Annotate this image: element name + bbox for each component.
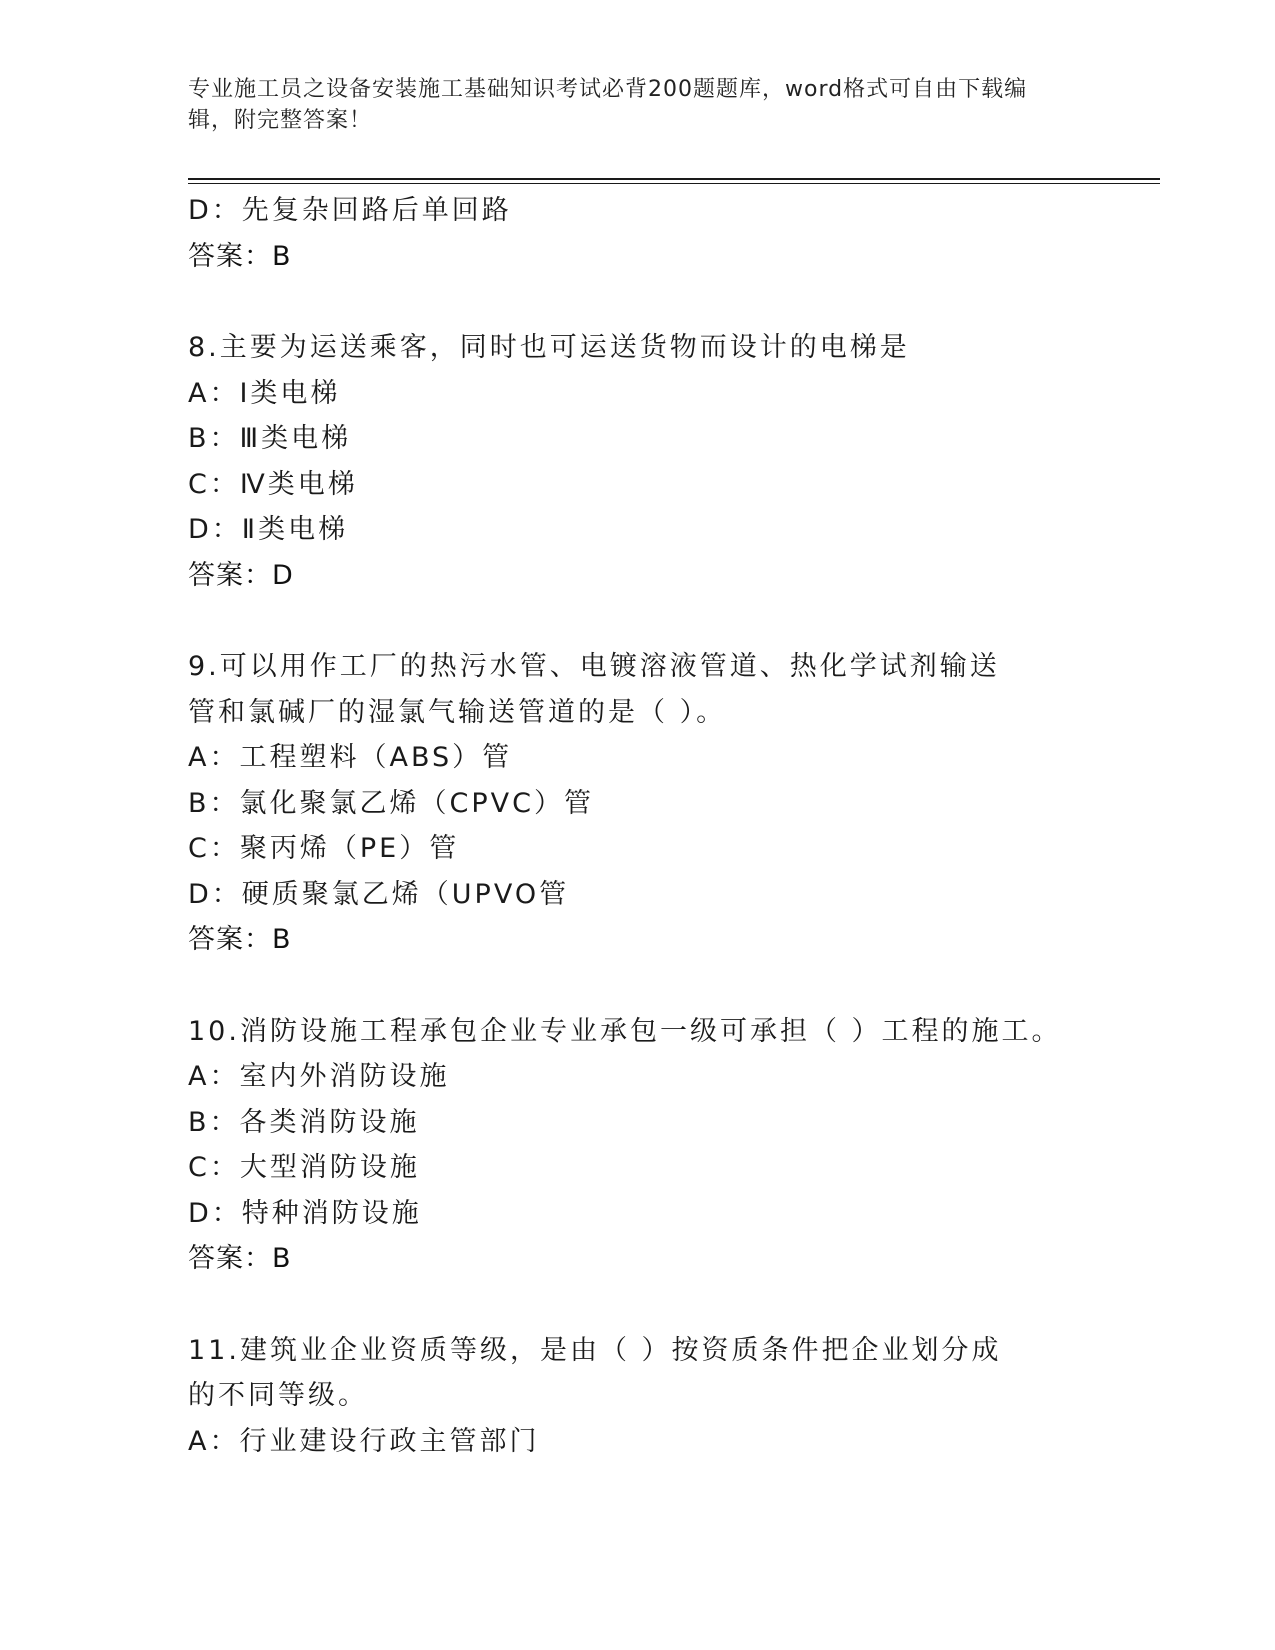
option-d: D：硬质聚氯乙烯（UPVO管 xyxy=(188,878,570,910)
question-9 xyxy=(188,644,1088,963)
spacer xyxy=(188,598,1088,644)
question-10 xyxy=(188,1009,1088,1282)
option-b: B：Ⅲ类电梯 xyxy=(188,423,352,454)
option-d: D：Ⅱ类电梯 xyxy=(188,514,349,545)
question-stem: 9.可以用作工厂的热污水管、电镀溶液管道、热化学试剂输送管和氯碱厂的湿氯气输送管道的是（ ）。 xyxy=(188,651,1000,728)
option-c: C：聚丙烯（PE）管 xyxy=(188,833,460,864)
question-stem: 10.消防设施工程承包企业专业承包一级可承担（ ）工程的施工。 xyxy=(188,1015,1062,1047)
question-8 xyxy=(188,325,1088,598)
document-header-title: 专业施工员之设备安装施工基础知识考试必背200题题库，word格式可自由下载编辑，附完整答案！ xyxy=(188,77,1028,133)
question-11 xyxy=(188,1328,1088,1465)
option-b: B：各类消防设施 xyxy=(188,1106,420,1138)
option-a: A：行业建设行政主管部门 xyxy=(188,1425,540,1457)
header-divider-thin xyxy=(188,183,1160,184)
answer-line: 答案：B xyxy=(188,240,292,272)
question-stem: 8.主要为运送乘客，同时也可运送货物而设计的电梯是 xyxy=(188,332,910,363)
answer-line: 答案：B xyxy=(188,1243,292,1274)
answer-line: 答案：D xyxy=(188,559,294,591)
option-d: D：特种消防设施 xyxy=(188,1197,422,1229)
spacer xyxy=(188,279,1088,325)
option-d: D：先复杂回路后单回路 xyxy=(188,195,512,226)
header-divider-thick xyxy=(188,178,1160,180)
spacer xyxy=(188,963,1088,1009)
option-a: A：工程塑料（ABS）管 xyxy=(188,742,513,773)
spacer xyxy=(188,1282,1088,1328)
option-c: C：大型消防设施 xyxy=(188,1152,420,1183)
option-c: C：Ⅳ类电梯 xyxy=(188,468,358,500)
question-stem: 11.建筑业企业资质等级，是由（ ）按资质条件把企业划分成的不同等级。 xyxy=(188,1334,1002,1411)
option-b: B：氯化聚氯乙烯（CPVC）管 xyxy=(188,787,594,819)
previous-question-tail xyxy=(188,188,1088,279)
question-list xyxy=(188,188,1088,1464)
answer-line: 答案：B xyxy=(188,924,292,955)
option-a: A：室内外消防设施 xyxy=(188,1061,450,1092)
option-a: A：Ⅰ类电梯 xyxy=(188,377,341,409)
